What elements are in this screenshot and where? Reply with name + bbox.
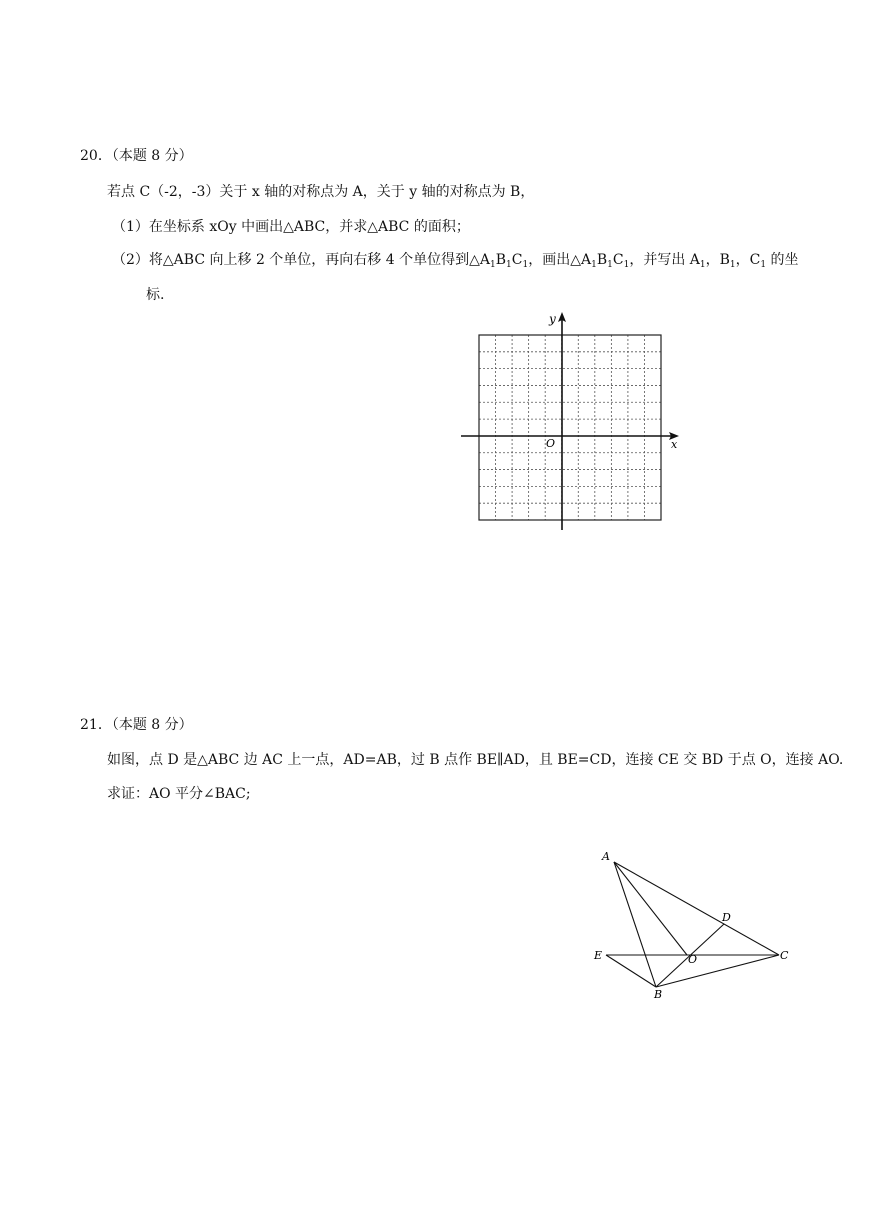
q20-header: 20．（本题 8 分）: [80, 148, 193, 164]
grid-border: [479, 335, 661, 520]
q20-part2: [112, 251, 799, 274]
segment-bc: [656, 955, 779, 987]
x-axis-label: x: [671, 438, 678, 451]
subscript: 1: [490, 260, 496, 270]
subscript: 1: [623, 260, 630, 270]
q20-part2-text-b: B: [495, 252, 507, 268]
coordinate-grid: [455, 310, 685, 535]
point-c-label: C: [780, 949, 789, 962]
q20-part1: （1）在坐标系 xOy 中画出△ABC，并求△ABC 的面积；: [112, 219, 470, 235]
q20-part2-text-g: ，并写出 A: [629, 252, 700, 268]
subscript: 1: [506, 260, 512, 270]
q20-part2-text-j: 的坐: [766, 252, 799, 268]
segment-ab: [614, 862, 656, 987]
point-o-label: O: [688, 953, 698, 966]
segment-ac: [614, 862, 779, 955]
q20-part2-text-c: C: [511, 252, 523, 268]
point-a-label: A: [602, 850, 610, 863]
segment-eb: [606, 955, 656, 987]
segment-bd: [656, 924, 724, 987]
y-axis-label: y: [549, 312, 556, 326]
point-d-label: D: [722, 911, 731, 924]
subscript: 1: [522, 260, 529, 270]
q20-part2-text-i: ，C: [735, 252, 761, 268]
q20-part2-text-f: C: [612, 252, 624, 268]
q20-intro: 若点 C（-2，-3）关于 x 轴的对称点为 A，关于 y 轴的对称点为 B，: [107, 184, 535, 200]
subscript: 1: [760, 260, 767, 270]
grid-lines: [479, 335, 661, 520]
q20-part2-text-a: （2）将△ABC 向上移 2 个单位，再向右移 4 个单位得到△A: [112, 252, 490, 268]
q21-prove: 求证：AO 平分∠BAC;: [107, 786, 251, 802]
point-b-label: B: [654, 988, 663, 1001]
subscript: 1: [729, 260, 736, 270]
q21-statement: 如图，点 D 是△ABC 边 AC 上一点，AD=AB，过 B 点作 BE∥AD，且 BE=CD，连接 CE 交 BD 于点 O，连接 AO.: [107, 752, 844, 768]
q20-part2-text-e: B: [596, 252, 608, 268]
q20-part2-text-d: ，画出△A: [528, 252, 592, 268]
segment-ao: [614, 862, 687, 955]
subscript: 1: [591, 260, 597, 270]
subscript: 1: [607, 260, 613, 270]
q20-part2-continuation: 标.: [146, 287, 165, 303]
subscript: 1: [699, 260, 706, 270]
point-e-label: E: [594, 949, 603, 962]
origin-label: O: [546, 437, 556, 450]
q21-header: 21．（本题 8 分）: [80, 717, 193, 733]
q20-part2-text-h: ，B: [705, 252, 730, 268]
